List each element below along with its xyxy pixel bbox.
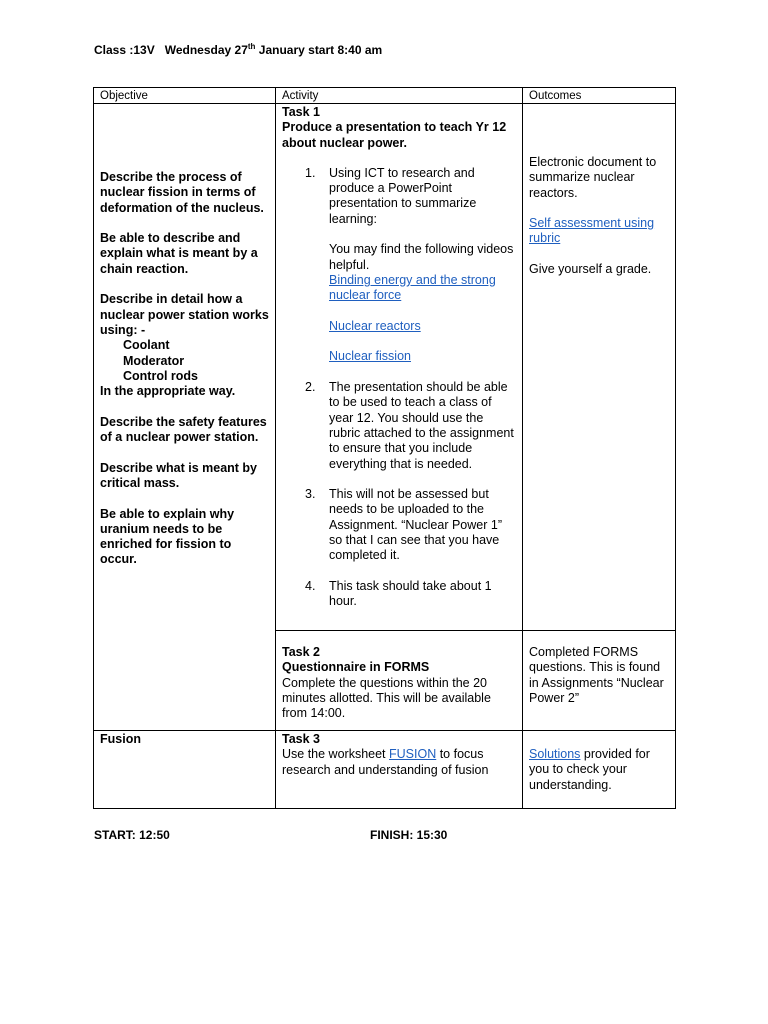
objective-station-item: Control rods [123, 368, 198, 383]
link-self-assessment[interactable]: Self assessment using rubric [529, 216, 655, 246]
objective-station-item: Coolant [123, 338, 170, 353]
objective-fusion: Fusion [100, 732, 141, 746]
header-rest: January start 8:40 am [258, 43, 383, 57]
objective-station-intro: Describe in detail how a nuclear power station works using: - [100, 292, 269, 337]
step-number: 1. [305, 165, 316, 180]
table-row-task1 [94, 104, 676, 631]
objective-station-item: Moderator [123, 353, 185, 368]
task2-subtitle: Questionnaire in FORMS [282, 660, 430, 675]
objective-item: Be able to explain why uranium needs to be enriched for fission to occur. [100, 506, 235, 567]
activity-cell-task1 [276, 104, 523, 631]
link-nuclear-fission[interactable]: Nuclear fission [329, 349, 411, 364]
task1-title: Task 1 [282, 105, 320, 119]
objective-cell-fusion [94, 731, 276, 809]
outcome-cell-task2 [523, 631, 676, 731]
step2-text: The presentation should be able to be used to teach a class of year 12. You should use the rubric attached to the assignment to ensure that you include everything that is needed. [329, 380, 514, 471]
objective-station-end: In the appropriate way. [100, 384, 236, 399]
task1-step-2 [305, 380, 516, 472]
step-number: 2. [305, 380, 316, 395]
step-number: 4. [305, 578, 316, 593]
link-solutions[interactable]: Solutions [529, 747, 581, 761]
class-label: Class :13V [94, 43, 155, 57]
header-day-suffix: th [247, 42, 256, 51]
header-day: Wednesday 27 [164, 43, 248, 57]
task1-subtitle: Produce a presentation to teach Yr 12 about nuclear power. [282, 120, 507, 150]
activity-cell-task3 [276, 731, 523, 809]
task2-outcome: Completed FORMS questions. This is found in Assignments “Nuclear Power 2” [529, 645, 664, 705]
objective-item: Describe the safety features of a nuclear power station. [100, 414, 267, 445]
task1-step-1 [305, 165, 516, 365]
column-header-activity: Activity [276, 88, 523, 104]
page-header [94, 43, 382, 57]
finish-time: FINISH: 15:30 [370, 828, 448, 842]
task1-step-4 [305, 578, 516, 610]
task1-step-3 [305, 487, 516, 563]
table-header-row [94, 88, 676, 104]
objective-power-station [100, 292, 269, 399]
column-header-objective: Objective [94, 88, 276, 104]
column-header-outcomes: Outcomes [523, 88, 676, 104]
outcome-cell-task1 [523, 104, 676, 631]
outcome-cell-task3 [523, 731, 676, 809]
activity-cell-task2 [276, 631, 523, 731]
step-number: 3. [305, 487, 316, 502]
task2-text: Complete the questions within the 20 minutes allotted. This will be available from 14:00. [282, 675, 491, 721]
objective-item: Be able to describe and explain what is meant by a chain reaction. [100, 231, 258, 276]
task3-title: Task 3 [282, 732, 320, 746]
link-binding-energy[interactable]: Binding energy and the strong nuclear force [329, 272, 496, 303]
step1-text: Using ICT to research and produce a PowerPoint presentation to summarize learning: [329, 165, 477, 226]
outcome-grade: Give yourself a grade. [529, 262, 652, 277]
outcome-text: Electronic document to summarize nuclear reactors. [529, 155, 657, 200]
link-fusion-worksheet[interactable]: FUSION [389, 747, 437, 762]
objective-item: Describe what is meant by critical mass. [100, 460, 258, 490]
task3-outcome: Solutions provided for you to check your understanding. [529, 747, 650, 792]
step3-text: This will not be assessed but needs to be uploaded to the Assignment. “Nuclear Power 1” so that I can see that you have completed it. [329, 487, 502, 563]
objective-item: Describe the process of nuclear fission in terms of deformation of the nucleus. [100, 170, 264, 215]
start-time: START: 12:50 [94, 828, 170, 842]
lesson-plan-table [93, 87, 676, 809]
step4-text: This task should take about 1 hour. [329, 578, 492, 609]
task1-steps [282, 166, 516, 610]
task3-text: Use the worksheet FUSION to focus research and understanding of fusion [282, 747, 489, 777]
link-nuclear-reactors[interactable]: Nuclear reactors [329, 318, 421, 333]
step1-videos-intro: You may find the following videos helpful. [329, 242, 514, 272]
objective-cell-fission [94, 104, 276, 731]
task2-title: Task 2 [282, 645, 320, 659]
table-row-task3 [94, 731, 676, 809]
